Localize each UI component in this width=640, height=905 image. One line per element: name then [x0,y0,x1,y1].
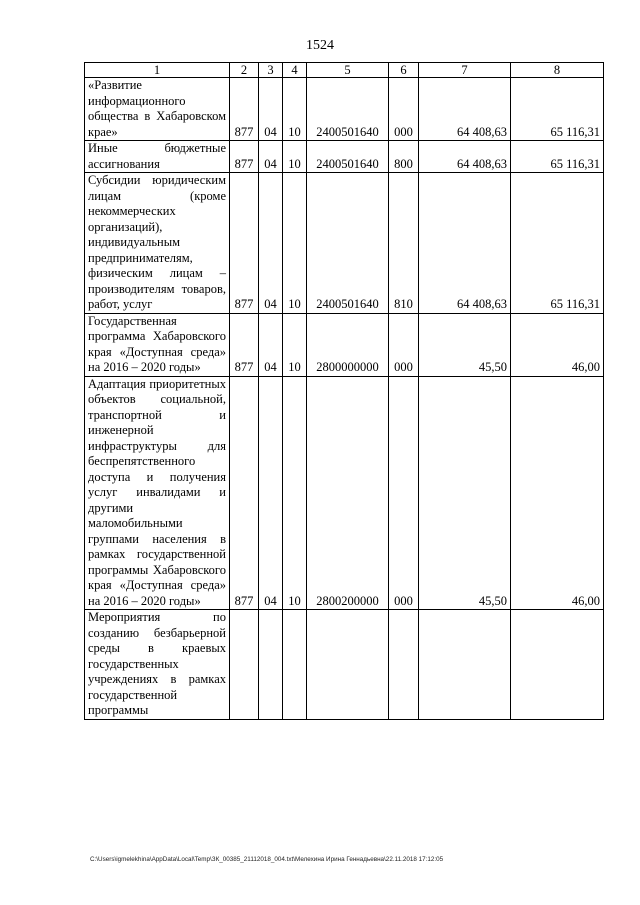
cell-subsection: 10 [283,141,307,173]
cell-subsection: 10 [283,78,307,141]
cell-expense-type: 000 [389,78,419,141]
row-name: Иные бюджетные ассигнования [85,141,230,173]
cell-code: 877 [230,78,259,141]
cell-code: 877 [230,376,259,610]
cell-section [259,610,283,720]
cell-amount-2: 65 116,31 [511,173,604,314]
cell-target-article: 2400501640 [307,173,389,314]
cell-section: 04 [259,78,283,141]
column-header: 1 [85,63,230,78]
column-header: 6 [389,63,419,78]
cell-amount-1: 45,50 [419,313,511,376]
cell-expense-type: 000 [389,313,419,376]
table-row [85,376,604,610]
cell-amount-1: 64 408,63 [419,78,511,141]
cell-section: 04 [259,141,283,173]
column-header: 7 [419,63,511,78]
cell-code: 877 [230,173,259,314]
cell-section: 04 [259,313,283,376]
cell-section: 04 [259,376,283,610]
cell-expense-type: 810 [389,173,419,314]
cell-amount-2: 46,00 [511,376,604,610]
page-number: 1524 [306,38,334,53]
cell-target-article: 2400501640 [307,141,389,173]
cell-code: 877 [230,313,259,376]
cell-subsection [283,610,307,720]
cell-amount-1: 45,50 [419,376,511,610]
cell-amount-2: 46,00 [511,313,604,376]
cell-target-article: 2400501640 [307,78,389,141]
table-row [85,313,604,376]
table-row [85,141,604,173]
budget-table [84,62,604,720]
cell-code: 877 [230,141,259,173]
cell-target-article [307,610,389,720]
column-header: 5 [307,63,389,78]
cell-subsection: 10 [283,173,307,314]
cell-amount-2: 65 116,31 [511,141,604,173]
row-name: Мероприятия по созданию безбарьерной среды в краевых государственных учреждениях в рамках государственной программы [85,610,230,720]
file-path-footer: C:\Users\igmelekhina\AppData\Local\Temp\ЗК_00385_21112018_004.txt\Мелехина Ирина Геннадьевна\22.11.2018 17:12:05 [90,856,444,863]
row-name: «Развитие информационного общества в Хабаровском крае» [85,78,230,141]
column-header: 3 [259,63,283,78]
cell-amount-1 [419,610,511,720]
cell-expense-type [389,610,419,720]
table-row [85,173,604,314]
cell-section: 04 [259,173,283,314]
column-header: 4 [283,63,307,78]
cell-subsection: 10 [283,313,307,376]
column-header: 8 [511,63,604,78]
row-name: Субсидии юридическим лицам (кроме некоммерческих организаций), индивидуальным предпринимателям, физическим лицам – производителям товаров, работ, услуг [85,173,230,314]
table-row [85,610,604,720]
cell-code [230,610,259,720]
cell-amount-2: 65 116,31 [511,78,604,141]
cell-subsection: 10 [283,376,307,610]
table-row [85,78,604,141]
row-name: Адаптация приоритетных объектов социальной, транспортной и инженерной инфраструктуры для беспрепятственного доступа и получения услуг инвалидами и другими маломобильными группами населения в рамках государственной программы Хабаровского края «Доступная среда» на 2016 – 2020 годы» [85,376,230,610]
table-header-row [85,63,604,78]
cell-amount-1: 64 408,63 [419,141,511,173]
row-name: Государственная программа Хабаровского края «Доступная среда» на 2016 – 2020 годы» [85,313,230,376]
cell-target-article: 2800200000 [307,376,389,610]
cell-target-article: 2800000000 [307,313,389,376]
cell-expense-type: 800 [389,141,419,173]
column-header: 2 [230,63,259,78]
cell-expense-type: 000 [389,376,419,610]
cell-amount-1: 64 408,63 [419,173,511,314]
cell-amount-2 [511,610,604,720]
